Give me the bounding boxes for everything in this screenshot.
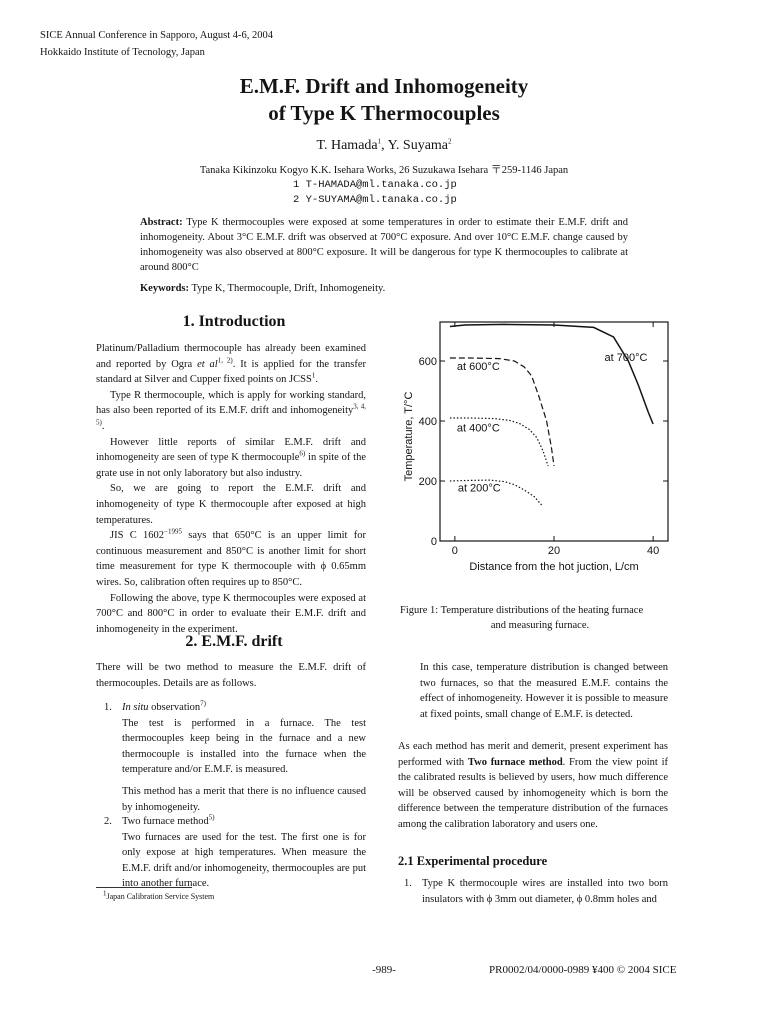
figure-1-caption: Figure 1: Temperature distributions of the heating furnace and measuring furnace.: [400, 605, 644, 631]
page-number: -989-: [372, 964, 396, 976]
intro-paragraph-4: So, we are going to report the E.M.F. drift and inhomogeneity of type K thermocouple after exposed at high temperatures.: [96, 483, 366, 526]
x-tick-label: 20: [547, 545, 561, 557]
author-1: T. Hamada: [316, 138, 378, 153]
paper-title-line1: E.M.F. Drift and Inhomogeneity: [239, 74, 529, 98]
section-1-heading: 1. Introduction: [182, 313, 286, 330]
intro-paragraph-5: JIS C $1602^{-1995}$ says that 650°C is an upper limit for continuous measurement and 850°C is another limit for short time measurement for type K thermocouple with ϕ 0.65mm wires. So, calibration often requires up to 850°C.: [96, 527, 366, 588]
figure-1-chart: [400, 312, 675, 577]
author-2-mark: 2: [448, 137, 452, 146]
keywords: [140, 281, 628, 296]
series-line-1: [450, 358, 554, 466]
x-tick-label: 40: [647, 545, 660, 557]
section-2-heading: 2. E.M.F. drift: [185, 633, 283, 650]
affiliation: [0, 163, 768, 177]
y-tick-label: 600: [418, 356, 437, 368]
y-tick-label: 0: [430, 536, 437, 548]
email-1: 1 T-HAMADA@ml.tanaka.co.jp: [293, 179, 457, 191]
section-2-intro: There will be two method to measure the E.M.F. drift of thermocouples. Details are as follows.: [96, 662, 366, 689]
author-separator: ,: [381, 138, 388, 153]
email-2: 2 Y-SUYAMA@ml.tanaka.co.jp: [293, 194, 457, 206]
intro-paragraph-1: Platinum/Palladium thermocouple has already been examined and reported by Ogra et al$^{1, 2)}$. It is applied for the transfer standard at Silver and Cupper fixed points on JCSS$^1$.: [96, 343, 366, 386]
author-1-mark: 1: [377, 137, 382, 146]
footnote-rule: [96, 887, 192, 888]
method-item-1-text: The test is performed in a furnace. The test thermocouples keep being in the furnace and a new thermocouple is installed into the furnace when the temperature and/or E.M.F. is measured.: [122, 717, 366, 776]
method-item-1-merit: This method has a merit that there is no influence caused by inhomogeneity.: [122, 785, 366, 813]
keywords-text: Type K, Thermocouple, Drift, Inhomogeneity.: [191, 283, 386, 294]
authors: [0, 137, 768, 155]
y-axis-label: Temperature, T/°C: [403, 391, 415, 482]
method-item-2-title: Two furnace method$^{5)}$: [122, 813, 215, 827]
y-tick-label: 200: [418, 476, 437, 488]
method-item-1-title: In situ observation$^{7)}$: [122, 699, 207, 713]
keywords-label: Keywords:: [140, 283, 189, 294]
copyright-code: PR0002/04/0000-0989 ¥400 © 2004 SICE: [489, 964, 677, 976]
section-1-body: [96, 341, 366, 637]
abstract-label: Abstract:: [140, 217, 183, 228]
method-choice-paragraph: As each method has merit and demerit, present experiment has performed with Two furnace method. From the view point if the calibrated results is believed by users, how much difference will be observed caused by inhomogeneity which is born the difference between the temperature distribution of the furnaces among the calibration laboratory and users one.: [398, 741, 668, 830]
abstract-text: Type K thermocouples were exposed at some temperatures in order to estimate their E.M.F. drift and inhomogeneity. About 3°C E.M.F. drift was observed at 700°C exposure. And over 10°C E.M.F. change caused by inhomogeneity was also observed at 800°C exposure. It will be dangerous for type K thermocouples to calibrate at around 800°C: [140, 217, 628, 273]
method-item-2-text: Two furnaces are used for the test. The first one is for only expose at high temperatures. When measure the E.M.F. drift and/or inhomogeneity, thermocouples are put into another furnace.: [122, 831, 366, 890]
series-label-3: at 200°C: [457, 482, 501, 495]
intro-paragraph-3: However little reports of similar E.M.F. drift and inhomogeneity are seen of type K thermocouple$^{6)}$ in spite of the grate use in not only laboratory but also industry.: [96, 436, 366, 479]
venue-header: Hokkaido Institute of Tecnology, Japan: [40, 47, 205, 58]
series-label-0: at 700°C: [604, 352, 648, 364]
footnote: $^1$Japan Calibration Service System: [103, 889, 215, 901]
x-tick-label: 0: [451, 545, 458, 557]
chart-plot-area: [403, 322, 668, 573]
intro-paragraph-6: Following the above, type K thermocouples were exposed at 700°C and 800°C in order to evaluate their E.M.F. drift and inhomogeneity in the experiment.: [96, 592, 366, 635]
y-tick-label: 400: [418, 416, 437, 428]
postal-code: 259-1146 Japan: [501, 165, 569, 176]
x-axis-label: Distance from the hot juction, L/cm: [469, 561, 639, 573]
affiliation-org: Tanaka Kikinzoku Kogyo K.K. Isehara Works, 26 Suzukawa Isehara: [199, 165, 489, 176]
subsection-2-1-heading: 2.1 Experimental procedure: [398, 854, 548, 868]
paper-title-line2: of Type K Thermocouples: [268, 101, 500, 125]
series-label-1: at 600°C: [456, 361, 500, 373]
author-2: Y. Suyama: [387, 138, 449, 153]
series-label-2: at 400°C: [456, 422, 500, 435]
conference-header: SICE Annual Conference in Sapporo, August 4-6, 2004: [40, 30, 274, 41]
intro-paragraph-2: Type R thermocouple, which is apply for working standard, has also been reported of its E.M.F. drift and inhomogeneity$^{3, 4, 5)}$.: [96, 389, 367, 432]
series-line-0: [450, 324, 653, 424]
method-item-2-continued: In this case, temperature distribution is changed between two furnaces, so that the measured E.M.F. contains the effect of inhomogeneity. However it is possible to measure at fixed points, small change of E.M.F. is detected.: [420, 662, 668, 720]
postal-mark: 〒: [490, 163, 502, 176]
abstract: [140, 215, 628, 275]
